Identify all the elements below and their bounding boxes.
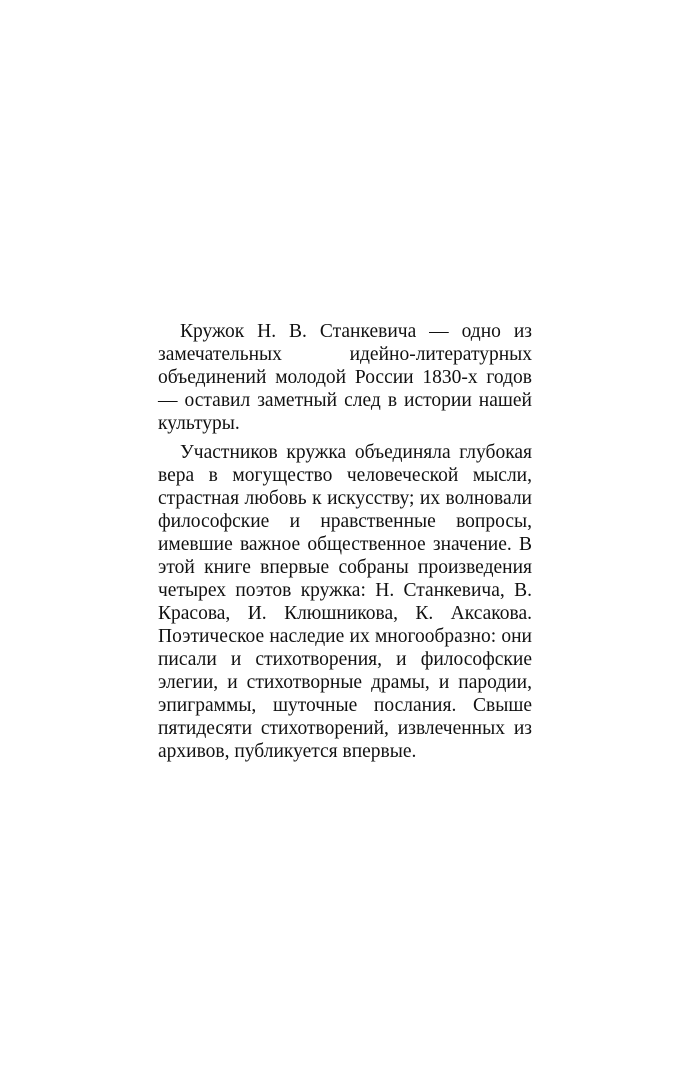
annotation-text — [158, 320, 532, 763]
paragraph-1: Кружок Н. В. Станкевича — одно из замечательных идейно-литературных объединений молодой России 1830-х годов — оставил заметный след в истории нашей культуры. — [158, 321, 532, 434]
paragraph-2: Участников кружка объединяла глубокая вера в могущество человеческой мысли, страстная любовь к искусству; их волновали философские и нравственные вопросы, имевшие важное общественное значение. В этой книге впервые собраны произведения четырех поэтов кружка: Н. Станкевича, В. Красова, И. Клюшникова, К. Аксакова. Поэтическое наследие их многообразно: они писали и стихотворения, и философские элегии, и стихотворные драмы, и пародии, эпиграммы, шуточные послания. Свыше пятидесяти стихотворений, извлеченных из архивов, публикуется впервые. — [158, 442, 532, 762]
